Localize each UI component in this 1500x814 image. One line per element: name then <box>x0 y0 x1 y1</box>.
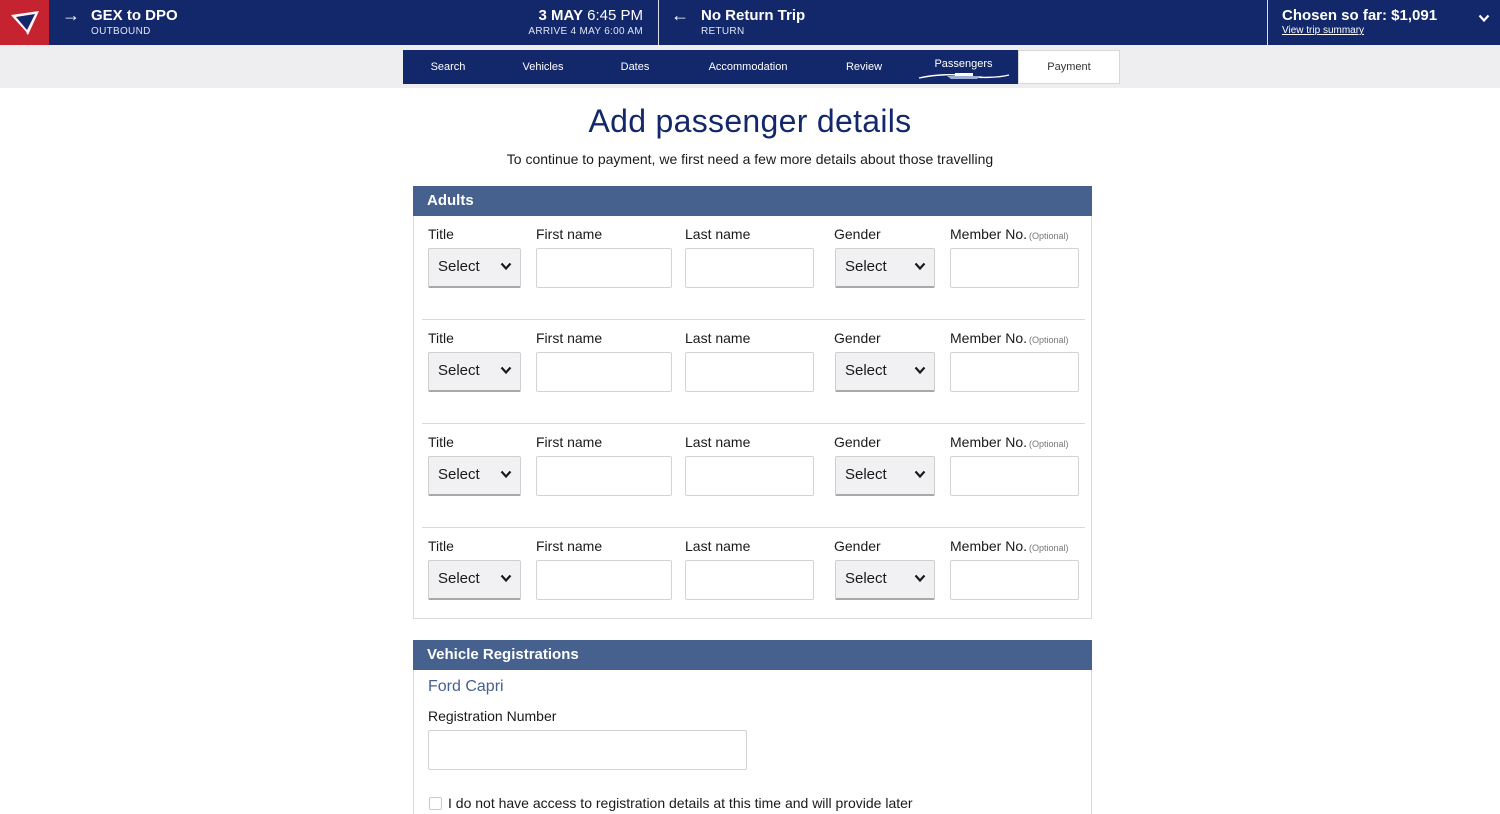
progress-steps <box>403 50 1124 84</box>
provide-later-label[interactable]: I do not have access to registration details at this time and will provide later <box>448 795 913 811</box>
adults-heading: Adults <box>413 186 1092 216</box>
passenger-row <box>414 528 1093 632</box>
optional-hint: (Optional) <box>1029 439 1069 449</box>
optional-hint: (Optional) <box>1029 231 1069 241</box>
vehicle-name: Ford Capri <box>428 678 504 695</box>
optional-hint: (Optional) <box>1029 543 1069 553</box>
chevron-down-icon <box>914 366 926 375</box>
return-segment[interactable] <box>659 0 1267 45</box>
outbound-route: GEX to DPO <box>91 7 178 24</box>
title-label: Title <box>428 538 454 554</box>
gender-select[interactable] <box>835 560 935 600</box>
first-name-label: First name <box>536 538 603 554</box>
first-name-label: First name <box>536 330 603 346</box>
chevron-down-icon <box>500 262 512 271</box>
return-title: No Return Trip <box>701 7 806 24</box>
member-no-label: Member No. (Optional) <box>950 538 1069 554</box>
gender-label: Gender <box>834 538 881 554</box>
member-no-input[interactable] <box>950 248 1079 288</box>
first-name-input[interactable] <box>536 560 672 600</box>
passenger-row <box>414 216 1093 320</box>
step-payment[interactable]: Payment <box>1018 50 1120 84</box>
gender-select-value: Select <box>845 570 887 587</box>
outbound-label: OUTBOUND <box>91 26 151 37</box>
first-name-input[interactable] <box>536 352 672 392</box>
arrow-left-icon: ← <box>671 5 689 25</box>
last-name-label: Last name <box>685 538 751 554</box>
step-passengers-label: Passengers <box>934 58 993 70</box>
step-passengers[interactable] <box>909 50 1018 84</box>
title-select[interactable] <box>428 560 521 600</box>
page-subtitle: To continue to payment, we first need a few more details about those travelling <box>506 151 994 167</box>
gender-select[interactable] <box>835 456 935 496</box>
chevron-down-icon <box>500 470 512 479</box>
logo-mark-icon <box>8 6 42 40</box>
arrow-right-icon: → <box>62 5 80 25</box>
optional-hint: (Optional) <box>1029 335 1069 345</box>
chevron-down-icon <box>914 574 926 583</box>
title-label: Title <box>428 330 454 346</box>
gender-select[interactable] <box>835 352 935 392</box>
vehicle-registrations-panel <box>413 640 1092 814</box>
gender-select[interactable] <box>835 248 935 288</box>
registration-number-label: Registration Number <box>428 708 557 724</box>
step-navigation-bar <box>0 45 1500 88</box>
provide-later-checkbox[interactable] <box>429 797 442 810</box>
top-header <box>0 0 1500 45</box>
last-name-input[interactable] <box>685 352 814 392</box>
step-dates[interactable]: Dates <box>593 50 677 84</box>
chevron-down-icon <box>500 366 512 375</box>
chevron-down-icon[interactable] <box>1478 14 1490 23</box>
member-no-input[interactable] <box>950 560 1079 600</box>
gender-label: Gender <box>834 226 881 242</box>
last-name-input[interactable] <box>685 560 814 600</box>
registration-number-input[interactable] <box>428 730 747 770</box>
gender-label: Gender <box>834 330 881 346</box>
title-select[interactable] <box>428 456 521 496</box>
adults-panel <box>413 186 1092 619</box>
arrival-datetime: ARRIVE 4 MAY 6:00 AM <box>528 26 643 37</box>
trip-summary[interactable] <box>1268 0 1500 45</box>
step-vehicles[interactable]: Vehicles <box>493 50 593 84</box>
member-no-label: Member No. (Optional) <box>950 434 1069 450</box>
vehicle-registrations-heading: Vehicle Registrations <box>413 640 1092 670</box>
member-no-input[interactable] <box>950 456 1079 496</box>
ship-progress-icon <box>917 72 1011 80</box>
last-name-label: Last name <box>685 330 751 346</box>
chosen-total: Chosen so far: $1,091 <box>1282 7 1438 24</box>
title-select-value: Select <box>438 466 480 483</box>
chevron-down-icon <box>914 470 926 479</box>
departure-datetime: 3 MAY 6:45 PM <box>538 7 643 24</box>
member-no-input[interactable] <box>950 352 1079 392</box>
title-label: Title <box>428 434 454 450</box>
gender-select-value: Select <box>845 466 887 483</box>
page-title: Add passenger details <box>588 103 912 139</box>
first-name-input[interactable] <box>536 456 672 496</box>
title-label: Title <box>428 226 454 242</box>
chevron-down-icon <box>500 574 512 583</box>
last-name-input[interactable] <box>685 248 814 288</box>
step-search[interactable]: Search <box>403 50 493 84</box>
last-name-label: Last name <box>685 434 751 450</box>
title-select[interactable] <box>428 352 521 392</box>
step-accommodation[interactable]: Accommodation <box>677 50 819 84</box>
first-name-label: First name <box>536 434 603 450</box>
member-no-label: Member No. (Optional) <box>950 330 1069 346</box>
last-name-input[interactable] <box>685 456 814 496</box>
last-name-label: Last name <box>685 226 751 242</box>
passenger-row <box>414 424 1093 528</box>
gender-label: Gender <box>834 434 881 450</box>
step-review[interactable]: Review <box>819 50 909 84</box>
gender-select-value: Select <box>845 258 887 275</box>
outbound-segment[interactable] <box>49 0 658 45</box>
brand-logo[interactable] <box>0 0 49 45</box>
first-name-label: First name <box>536 226 603 242</box>
title-select-value: Select <box>438 258 480 275</box>
title-select-value: Select <box>438 362 480 379</box>
member-no-label: Member No. (Optional) <box>950 226 1069 242</box>
title-select[interactable] <box>428 248 521 288</box>
view-trip-summary-link[interactable]: View trip summary <box>1282 25 1365 36</box>
title-select-value: Select <box>438 570 480 587</box>
gender-select-value: Select <box>845 362 887 379</box>
first-name-input[interactable] <box>536 248 672 288</box>
chevron-down-icon <box>914 262 926 271</box>
return-label: RETURN <box>701 26 745 37</box>
passenger-row <box>414 320 1093 424</box>
